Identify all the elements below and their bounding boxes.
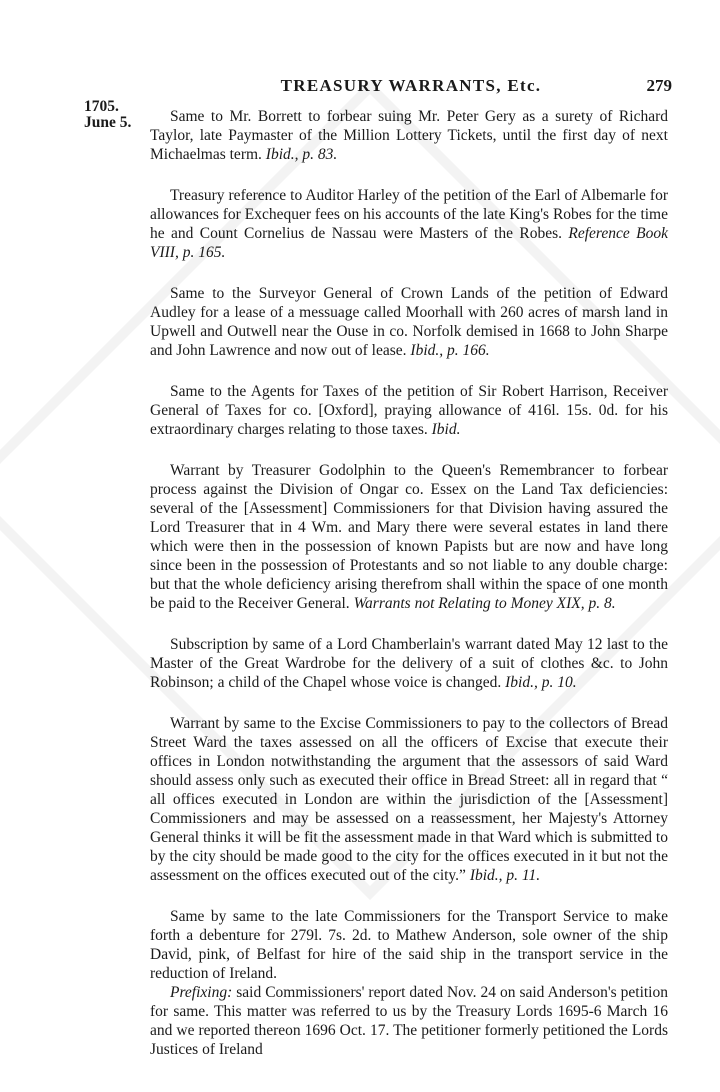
entry-paragraph: Warrant by Treasurer Godolphin to the Queen's Remembrancer to forbear process against the Division of Ongar co. Essex on the Land Tax deficiencies: several of the [Assessment] Commissioners for that Division having assured the Lord Treasurer that in 4 Wm. and Mary there were several estates in land there which were then in the possession of known Papists but are now and have long since been in the possession of Protestants and so not liable to any double charge: but that the whole deficiency arising therefrom shall within the space of one month be paid to the Receiver General. Warrants not Relating to Money XIX, p. 8.: [150, 462, 668, 612]
document-body: [150, 107, 668, 1081]
prefixing-paragraph: Prefixing: said Commissioners' report dated Nov. 24 on said Anderson's petition for same. This matter was referred to us by the Treasury Lords 1695-6 March 16 and we reported thereon 1696 Oct. 17. The petitioner formerly petitioned the Lords Justices of Ireland: [150, 984, 668, 1058]
margin-date: June 5.: [84, 114, 132, 131]
page-header: [150, 76, 672, 100]
entry-reference: Ibid., p. 10.: [505, 674, 577, 691]
prefixing-label: Prefixing:: [170, 984, 233, 1001]
entry-reference: Ibid., p. 166.: [410, 342, 490, 359]
entry-reference: Ibid., p. 11.: [469, 867, 541, 884]
entry-paragraph: Same to the Surveyor General of Crown Lands of the petition of Edward Audley for a lease of a messuage called Moorhall with 260 acres of marsh land in Upwell and Outwell near the Ouse in co. Norfolk demised in 1668 to John Sharpe and John Lawrence and now out of lease. Ibid., p. 166.: [150, 285, 668, 359]
entry-reference: Warrants not Relating to Money XIX, p. 8.: [353, 595, 616, 612]
entry-reference: Reference Book VIII, p. 165.: [150, 225, 668, 261]
entry-paragraph: Same to Mr. Borrett to forbear suing Mr. Peter Gery as a surety of Richard Taylor, late Paymaster of the Million Lottery Tickets, until the first day of next Michaelmas term. Ibid., p. 83.: [150, 108, 668, 163]
page-number: 279: [646, 76, 672, 95]
running-title: TREASURY WARRANTS, Etc.: [280, 76, 542, 95]
margin-year: 1705.: [84, 98, 119, 115]
entry-paragraph: Warrant by same to the Excise Commissioners to pay to the collectors of Bread Street Ward the taxes assessed on all the officers of Excise that execute their offices in London notwithstanding the argument that the assessors of said Ward should assess only such as executed their office in Bread Street: all in regard that “ all offices executed in London are within the jurisdiction of the [Assessment] Commissioners and may be assessed on a reassessment, her Majesty's Attorney General thinks it will be fit the assessment made in that Ward which is submitted to by the city should be made good to the city for the offices executed in it but not the assessment on the offices executed out of the city.” Ibid., p. 11.: [150, 715, 668, 884]
entry-reference: Ibid.: [431, 421, 461, 438]
entry-paragraph: Same to the Agents for Taxes of the petition of Sir Robert Harrison, Receiver General of Taxes for co. [Oxford], praying allowance of 416l. 15s. 0d. for his extraordinary charges relating to those taxes. Ibid.: [150, 383, 668, 438]
entry-paragraph: Same by same to the late Commissioners for the Transport Service to make forth a debenture for 279l. 7s. 2d. to Mathew Anderson, sole owner of the ship David, pink, of Belfast for hire of the said ship in the transport service in the reduction of Ireland.: [150, 908, 668, 982]
entry-paragraph: Treasury reference to Auditor Harley of the petition of the Earl of Albemarle for allowances for Exchequer fees on his accounts of the late King's Robes for the time he and Count Cornelius de Nassau were Masters of the Robes. Reference Book VIII, p. 165.: [150, 187, 668, 261]
entry-reference: Ibid., p. 83.: [265, 146, 338, 163]
entry-paragraph: Subscription by same of a Lord Chamberlain's warrant dated May 12 last to the Master of the Great Wardrobe for the delivery of a suit of clothes &c. to John Robinson; a child of the Chapel whose voice is changed. Ibid., p. 10.: [150, 636, 668, 691]
